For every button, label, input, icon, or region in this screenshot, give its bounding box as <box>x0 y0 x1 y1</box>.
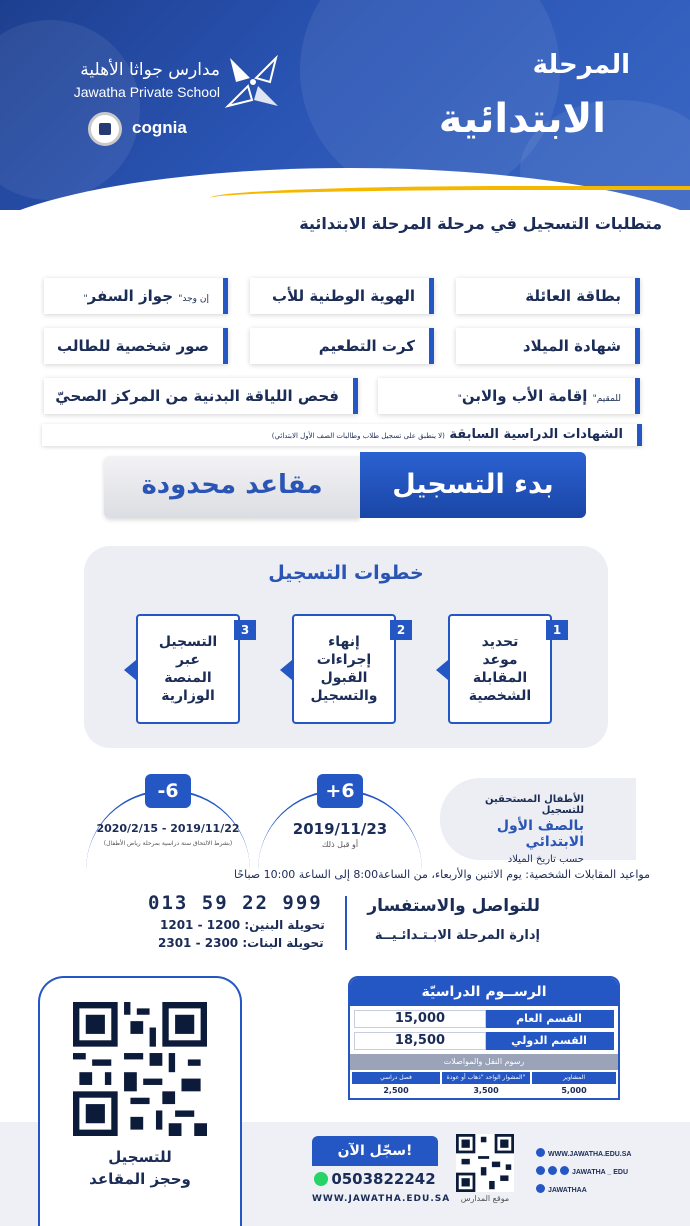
contact-department: إدارة المرحلة الابـتـدائـيــة <box>374 928 540 943</box>
eligibility-line1: الأطفال المستحقين للتسجيل <box>484 794 584 816</box>
transport-col1-label: المشاوير <box>532 1072 616 1084</box>
transport-col2-label: المشوار الواحد "ذهاب أو عودة" <box>442 1072 530 1084</box>
seal-icon <box>88 112 122 146</box>
registration-qr-code-icon[interactable] <box>72 1002 208 1136</box>
cognia-logo: cognia <box>132 118 187 137</box>
fee-general-label: القسم العام <box>484 1010 614 1028</box>
transport-title: رسوم النقل والمواصلات <box>350 1054 618 1070</box>
age-plus-note: أو قبل ذلك <box>321 840 359 849</box>
phone-number: 013 59 22 999 <box>148 892 323 914</box>
req-fitness-exam: فحص اللياقة البدنية من المركز الصحيّ <box>44 378 358 414</box>
age-minus-badge: -6 <box>145 774 191 808</box>
school-logo-icon <box>222 52 284 112</box>
contact-title: للتواصل والاستفسار <box>367 896 540 916</box>
eligibility-panel <box>440 778 636 865</box>
requirements-title: متطلبات التسجيل في مرحلة المرحلة الابتدائية <box>299 214 662 233</box>
interview-schedule: مواعيد المقابلات الشخصية: يوم الاثنين والأربعاء، من الساعة8:00 إلى الساعة 10:00 صباحًا <box>233 868 650 881</box>
eligibility-line2: بالصف الأول الابتدائي <box>496 818 584 850</box>
req-birth-certificate: شهادة الميلاد <box>456 328 640 364</box>
age-minus-date: 2020/2/15 - 2019/11/22 <box>96 822 240 835</box>
registration-start-label: بدء التسجيل <box>360 452 586 518</box>
whatsapp-icon <box>314 1172 328 1186</box>
twitter-icon <box>536 1166 545 1175</box>
qr-caption-line2: وحجز المقاعد <box>89 1170 191 1188</box>
fee-general-value: 15,000 <box>354 1010 486 1028</box>
qr-caption-line1: للتسجيل <box>108 1148 172 1166</box>
req-passport: "إن وجد" جواز السفر <box>44 278 228 314</box>
req-previous-certificates: (لا ينطبق على تسجيل طلاب وطالبات الصف الأول الابتدائي) الشهادات الدراسية السابقة <box>42 424 642 446</box>
whatsapp-number[interactable]: 0503822242 <box>312 1170 438 1188</box>
extension-girls: تحويلة البنات: 2300 - 2301 <box>158 936 324 950</box>
step-3-card: التسجيل عبر المنصة الوزارية <box>136 614 240 724</box>
transport-col1-value: 5,000 <box>561 1086 587 1095</box>
social-web[interactable]: WWW.JAWATHA.EDU.SA <box>536 1148 631 1158</box>
website-link[interactable]: WWW.JAWATHA.EDU.SA <box>312 1194 451 1204</box>
fees-table <box>348 976 620 1100</box>
req-family-card: بطاقة العائلة <box>456 278 640 314</box>
register-now-button[interactable]: سجّل الآن! <box>312 1136 438 1166</box>
social-handle[interactable]: JAWATHA _ EDU <box>536 1166 628 1176</box>
eligibility-line3: حسب تاريخ الميلاد <box>507 854 584 865</box>
transport-col2-value: 3,500 <box>473 1086 499 1095</box>
limited-seats-label: مقاعد محدودة <box>104 456 360 518</box>
age-minus-note: (بشرط الالتحاق سنة دراسية بمرحلة رياض الأطفال) <box>103 840 233 847</box>
social-facebook[interactable]: JAWATHAA <box>536 1184 587 1194</box>
req-vaccination-card: كرت التطعيم <box>250 328 434 364</box>
step-2-number: 2 <box>390 620 412 640</box>
req-father-id: الهوية الوطنية للأب <box>250 278 434 314</box>
school-name-en: Jawatha Private School <box>73 84 220 100</box>
fee-international-label: القسم الدولي <box>484 1032 614 1050</box>
extension-boys: تحويلة البنين: 1200 - 1201 <box>160 918 325 932</box>
contact-divider <box>345 896 347 950</box>
schools-site-qr-code-icon[interactable] <box>456 1134 514 1192</box>
stage-label: المرحلة <box>532 50 630 80</box>
req-residency: "للمقيم" إقامة الأب والابن <box>378 378 640 414</box>
transport-col3-label: فصل دراسي <box>352 1072 440 1084</box>
youtube-icon <box>548 1166 557 1175</box>
globe-icon <box>536 1148 545 1157</box>
steps-title: خطوات التسجيل <box>268 562 424 584</box>
instagram-icon <box>560 1166 569 1175</box>
fee-international-value: 18,500 <box>354 1032 486 1050</box>
school-name-ar: مدارس جواثا الأهلية <box>80 60 220 80</box>
fees-title: الرســوم الدراسيّة <box>350 978 618 1006</box>
age-plus-date: 2019/11/23 <box>292 820 388 838</box>
req-student-photos: صور شخصية للطالب <box>44 328 228 364</box>
stage-title: الابتدائية <box>438 96 606 142</box>
step-3-number: 3 <box>234 620 256 640</box>
schools-site-caption: موقع المدارس <box>460 1194 510 1203</box>
age-plus-badge: +6 <box>317 774 363 808</box>
facebook-icon <box>536 1184 545 1193</box>
transport-col3-value: 2,500 <box>383 1086 409 1095</box>
step-2-card: إنهاء إجراءات القبول والتسجيل <box>292 614 396 724</box>
step-1-number: 1 <box>546 620 568 640</box>
step-1-card: تحديد موعد المقابلة الشخصية <box>448 614 552 724</box>
